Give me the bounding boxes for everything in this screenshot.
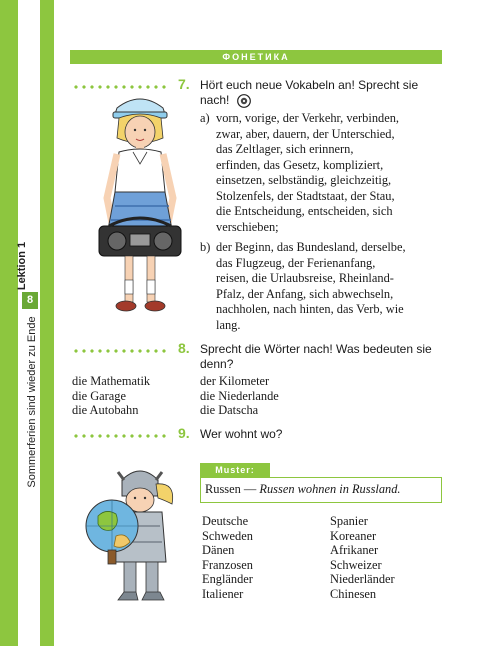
exercise-title-line: denn? [200,357,234,371]
word-item: Afrikaner [330,543,379,557]
vocabulary-line: reisen, die Urlaubsreise, Rheinland- [216,271,394,285]
list-marker: b) [200,240,211,254]
vocabulary-line: das Zeltlager, sich erinnern, [216,142,354,156]
vocabulary-line: die Entscheidung, entscheiden, sich [216,204,393,218]
word-item: Schweden [202,528,253,543]
page-number: 8 [22,292,38,309]
vocabulary-list-a [216,111,448,235]
exercise-number: 7. [178,76,190,92]
vocabulary-line: Stolzenfels, der Stadtstaat, der Stau, [216,188,395,203]
word-item: die Autobahn [72,403,139,417]
vocabulary-line: einsetzen, selbständig, gleichzeitig, [216,173,392,187]
exercise-title-line [200,93,450,108]
vocabulary-list-b [216,240,448,333]
exercise-title [200,78,450,108]
vocabulary-line: vorn, vorige, der Verkehr, verbinden, [216,111,400,125]
word-item: Dänen [202,543,235,557]
word-column-left [72,374,150,418]
word-item: die Garage [72,388,127,403]
word-item: Engländer [202,572,253,586]
word-item: Chinesen [330,586,377,601]
cd-icon[interactable] [237,94,251,108]
word-item: Deutsche [202,514,249,528]
muster-example: Russen wohnen in Russland. [259,482,401,496]
word-item: Spanier [330,514,368,528]
word-item: Franzosen [202,557,253,572]
list-marker: a) [200,111,210,125]
word-item: die Datscha [200,403,259,417]
exercise-title-line: Hört euch neue Vokabeln an! Sprecht sie [200,78,419,92]
vocabulary-line: der Beginn, das Bundesland, derselbe, [216,240,406,254]
exercise-number: 9. [178,425,190,441]
muster-term: Russen — [205,482,257,496]
vocabulary-line: nachholen, nach hinten, das Verb, wie [216,302,404,316]
muster-label: Muster: [200,463,270,477]
word-item: die Mathematik [72,374,151,388]
vocabulary-line: lang. [216,317,241,332]
dotted-leader [72,349,168,353]
dotted-leader [72,434,168,438]
word-item: Koreaner [330,528,377,543]
word-column-right [200,374,279,418]
girl-with-radio-illustration [95,88,185,320]
lesson-label: Lektion 1 [16,241,28,291]
word-item: der Kilometer [200,374,270,388]
word-item: Italiener [202,586,244,601]
section-header: ФОНЕТИКА [70,50,442,64]
vocabulary-line: erfinden, das Gesetz, kompliziert, [216,157,384,172]
vocabulary-line: zwar, aber, dauern, der Unterschied, [216,126,395,141]
muster-example-box [200,477,442,503]
nationality-column-left [202,514,253,601]
exercise-title-line: nach! [200,93,230,107]
vocabulary-line: Pfalz, der Anfang, sich abwechseln, [216,286,394,301]
vocabulary-line: verschieben; [216,219,279,234]
exercise-title-line: Sprecht die Wörter nach! Was bedeuten sie [200,342,432,356]
word-item: Schweizer [330,557,382,572]
chapter-title: Sommerferien sind wieder zu Ende [26,316,38,488]
word-item: die Niederlande [200,388,279,403]
exercise-title: Wer wohnt wo? [200,427,283,441]
nationality-column-right [330,514,395,601]
exercise-number: 8. [178,340,190,356]
knight-with-globe-illustration [72,450,192,610]
vocabulary-line: das Flugzeug, der Ferienanfang, [216,255,376,270]
word-item: Niederländer [330,572,395,586]
exercise-title [200,342,450,372]
